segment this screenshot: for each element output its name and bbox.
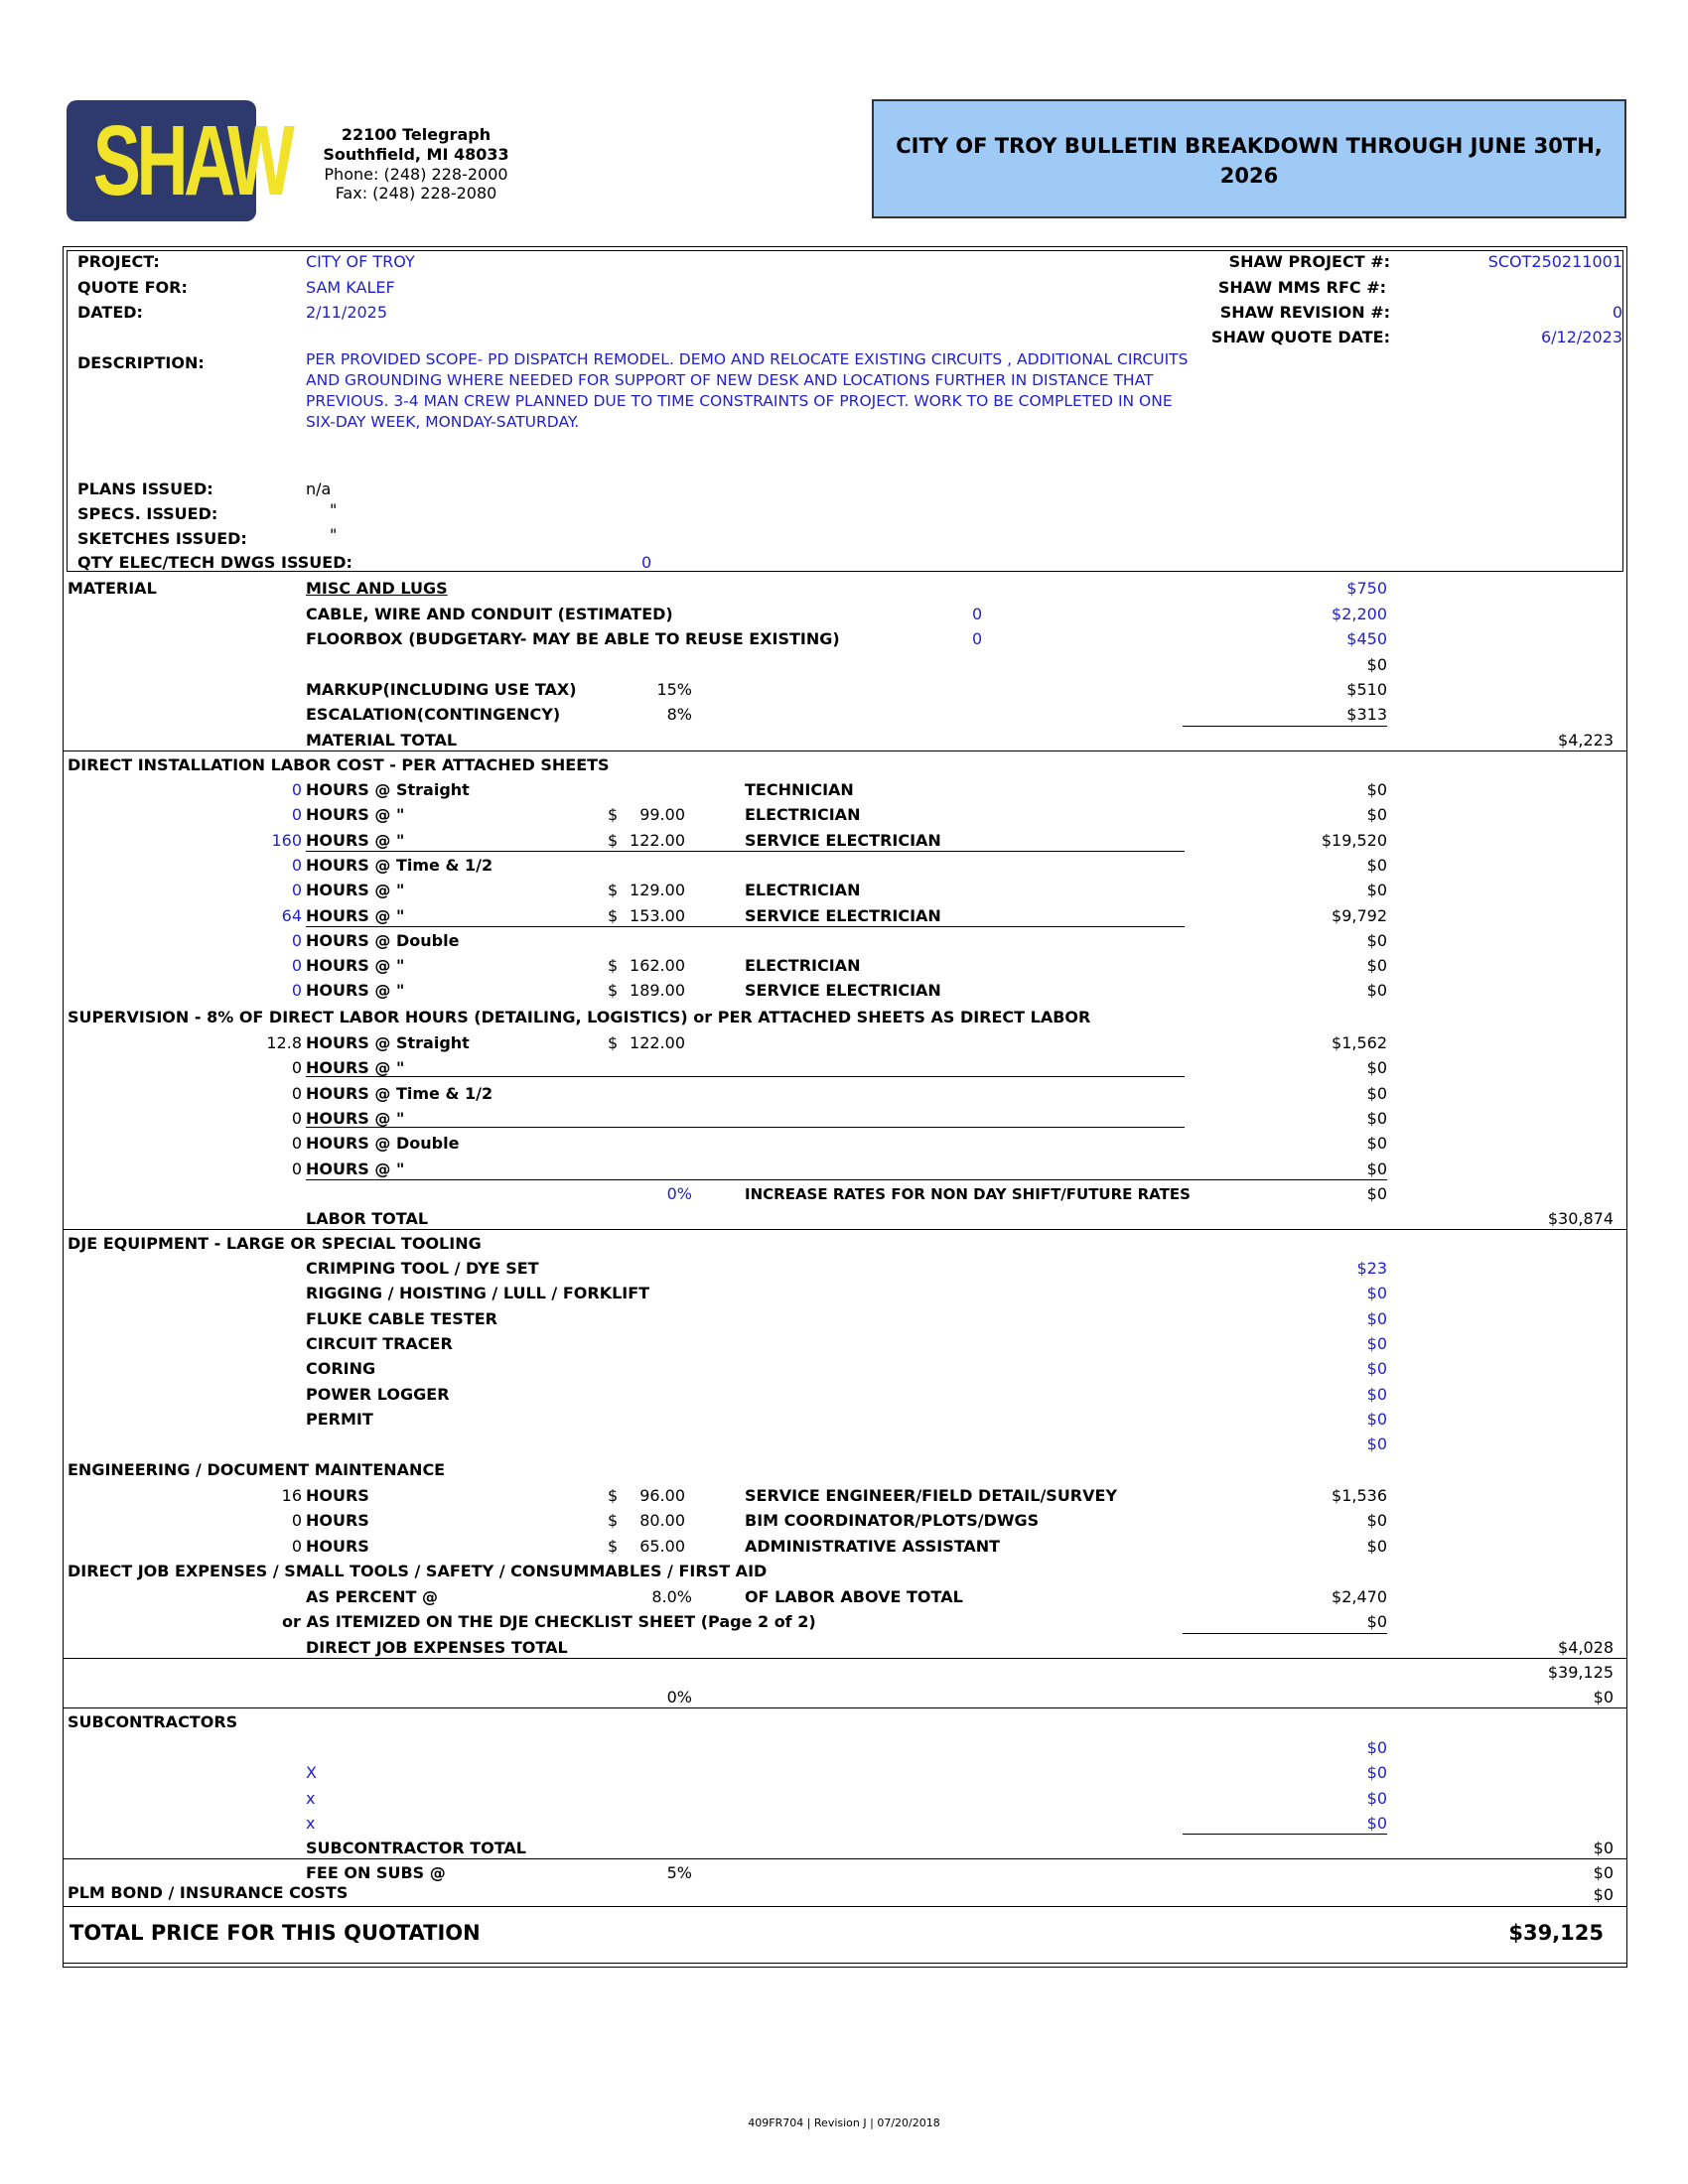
labor-hours: 0 <box>291 805 302 825</box>
labor-role: ELECTRICIAN <box>745 956 861 976</box>
plans-value: n/a <box>306 479 332 498</box>
labor-hours: 0 <box>291 855 302 875</box>
dje-item-value: $0 <box>1366 1359 1387 1379</box>
rfc-label: SHAW MMS RFC #: <box>1217 278 1386 297</box>
percent-value: 8.0% <box>651 1587 692 1606</box>
subtotal-pct: 0% <box>666 1688 692 1706</box>
dje-item-label: FLUKE CABLE TESTER <box>306 1308 497 1328</box>
cable-value: $2,200 <box>1332 605 1387 623</box>
dje-item-value: $0 <box>1366 1333 1387 1353</box>
subcontractor-total-label: SUBCONTRACTOR TOTAL <box>306 1839 526 1857</box>
divider <box>306 851 1185 852</box>
divider <box>64 1658 1626 1659</box>
plans-label: PLANS ISSUED: <box>77 479 213 498</box>
markup-value: $510 <box>1346 680 1387 699</box>
supervision-hours: 0 <box>291 1058 302 1078</box>
itemized-value: $0 <box>1366 1612 1387 1631</box>
subcontractor-value: $0 <box>1366 1788 1387 1808</box>
labor-rate: 99.00 <box>639 805 685 825</box>
markup-label: MARKUP(INCLUDING USE TAX) <box>306 680 577 699</box>
engineering-rate: 96.00 <box>639 1486 685 1505</box>
engineering-hours: 0 <box>291 1536 302 1556</box>
labor-value: $0 <box>1366 805 1387 825</box>
floorbox-label: FLOORBOX (BUDGETARY- MAY BE ABLE TO REUSE EXISTING) <box>306 629 840 648</box>
supervision-heading: SUPERVISION - 8% OF DIRECT LABOR HOURS (DETAILING, LOGISTICS) or PER ATTACHED SHEETS AS DIRECT LABOR <box>68 1008 1091 1026</box>
increase-pct: 0% <box>666 1184 692 1203</box>
dje-item-label: POWER LOGGER <box>306 1384 450 1404</box>
description-text: PER PROVIDED SCOPE- PD DISPATCH REMODEL. DEMO AND RELOCATE EXISTING CIRCUITS , ADDITIONAL CIRCUITS AND GROUNDING WHERE NEEDED FOR SUPPORT OF NEW DESK AND LOCATIONS FURTHER IN DISTANCE THAT PREVIOUS. 3-4 MAN CREW PLANNED DUE TO TIME CONSTRAINTS OF PROJECT. WORK TO BE COMPLETED IN ONE SIX-DAY WEEK, MONDAY-SATURDAY. <box>306 350 1189 431</box>
quote-date-label: SHAW QUOTE DATE: <box>1210 328 1390 346</box>
material-total-value: $4,223 <box>1558 731 1614 750</box>
total-label: TOTAL PRICE FOR THIS QUOTATION <box>70 1921 481 1945</box>
dollar-sign: $ <box>608 830 619 850</box>
supervision-hours-label: HOURS @ Time & 1/2 <box>306 1083 493 1103</box>
labor-role: TECHNICIAN <box>745 780 854 799</box>
labor-role: SERVICE ELECTRICIAN <box>745 905 941 925</box>
supervision-value: $0 <box>1366 1058 1387 1078</box>
subcontractors-heading: SUBCONTRACTORS <box>68 1712 238 1731</box>
supervision-hours-label: HOURS @ " <box>306 1159 405 1178</box>
engineering-role: BIM COORDINATOR/PLOTS/DWGS <box>745 1511 1040 1531</box>
subtotal-value: $39,125 <box>1547 1663 1614 1682</box>
engineering-role: ADMINISTRATIVE ASSISTANT <box>745 1536 1001 1556</box>
address-line-1: 22100 Telegraph <box>341 125 492 144</box>
fee-pct: 5% <box>666 1863 692 1882</box>
increase-label: INCREASE RATES FOR NON DAY SHIFT/FUTURE RATES <box>745 1185 1191 1203</box>
bond-value: $0 <box>1593 1885 1614 1904</box>
engineering-hours-label: HOURS <box>306 1511 369 1531</box>
quote-for-label: QUOTE FOR: <box>77 278 188 297</box>
dje-item-value: $0 <box>1366 1409 1387 1429</box>
labor-hours: 64 <box>281 905 302 925</box>
project-label: PROJECT: <box>77 252 160 271</box>
supervision-value: $0 <box>1366 1159 1387 1178</box>
divider <box>64 1229 1626 1230</box>
escalation-pct: 8% <box>666 705 692 724</box>
divider <box>1183 726 1387 727</box>
labor-value: $0 <box>1366 930 1387 950</box>
labor-rate: 122.00 <box>630 830 685 850</box>
total-value: $39,125 <box>1508 1921 1604 1945</box>
divider <box>306 1127 1185 1128</box>
material-blank-value: $0 <box>1366 655 1387 674</box>
divider <box>1183 1834 1387 1835</box>
engineering-rate: 65.00 <box>639 1536 685 1556</box>
quote-for-value: SAM KALEF <box>306 278 395 297</box>
divider <box>64 1858 1626 1859</box>
dollar-sign: $ <box>608 1511 619 1531</box>
supervision-hours: 0 <box>291 1159 302 1178</box>
dje-item-label: CORING <box>306 1359 376 1379</box>
revision-value: 0 <box>1612 303 1622 322</box>
supervision-hours-label: HOURS @ Double <box>306 1134 460 1154</box>
supervision-hours-label: HOURS @ Straight <box>306 1033 470 1052</box>
labor-rate: 162.00 <box>630 956 685 976</box>
sketches-value: " <box>330 525 338 544</box>
labor-hours-label: HOURS @ " <box>306 805 405 825</box>
shaw-logo <box>67 100 291 221</box>
labor-hours-label: HOURS @ " <box>306 905 405 925</box>
labor-hours-label: HOURS @ " <box>306 830 405 850</box>
labor-hours-label: HOURS @ Double <box>306 930 460 950</box>
engineering-heading: ENGINEERING / DOCUMENT MAINTENANCE <box>68 1460 446 1479</box>
dje-item-label: PERMIT <box>306 1409 373 1429</box>
dwgs-value: 0 <box>641 553 652 572</box>
markup-pct: 15% <box>656 680 692 699</box>
dje-item-value: $0 <box>1366 1384 1387 1404</box>
labor-hours: 0 <box>291 780 302 799</box>
labor-hours: 0 <box>291 981 302 1001</box>
labor-heading: DIRECT INSTALLATION LABOR COST - PER ATTACHED SHEETS <box>68 755 610 774</box>
supervision-hours-label: HOURS @ " <box>306 1108 405 1128</box>
labor-total-label: LABOR TOTAL <box>306 1209 429 1228</box>
labor-value: $19,520 <box>1321 830 1387 850</box>
address-line-2: Southfield, MI 48033 <box>323 145 509 164</box>
subcontractor-name: x <box>306 1788 316 1808</box>
engineering-value: $0 <box>1366 1536 1387 1556</box>
labor-role: ELECTRICIAN <box>745 805 861 825</box>
project-value: CITY OF TROY <box>306 252 415 271</box>
subtotal-pct-value: $0 <box>1593 1688 1614 1706</box>
supervision-value: $0 <box>1366 1083 1387 1103</box>
sketches-label: SKETCHES ISSUED: <box>77 529 247 548</box>
specs-label: SPECS. ISSUED: <box>77 504 218 523</box>
labor-role: SERVICE ELECTRICIAN <box>745 830 941 850</box>
divider <box>306 926 1185 927</box>
labor-rate: 189.00 <box>630 981 685 1001</box>
labor-hours: 160 <box>271 830 302 850</box>
labor-hours-label: HOURS @ " <box>306 956 405 976</box>
labor-hours-label: HOURS @ " <box>306 981 405 1001</box>
subcontractor-name: X <box>306 1763 317 1783</box>
supervision-rate: 122.00 <box>630 1033 685 1052</box>
page-title: CITY OF TROY BULLETIN BREAKDOWN THROUGH JUNE 30TH, 2026 <box>896 134 1603 188</box>
title-box <box>872 99 1626 218</box>
cable-label: CABLE, WIRE AND CONDUIT (ESTIMATED) <box>306 605 673 623</box>
subcontractor-value: $0 <box>1366 1763 1387 1783</box>
dated-label: DATED: <box>77 303 143 322</box>
escalation-label: ESCALATION(CONTINGENCY) <box>306 705 561 724</box>
dollar-sign: $ <box>608 881 619 900</box>
misc-label: MISC AND LUGS <box>306 579 448 598</box>
supervision-hours: 0 <box>291 1134 302 1154</box>
divider <box>1183 1633 1387 1634</box>
labor-hours-label: HOURS @ Straight <box>306 780 470 799</box>
itemized-label: or AS ITEMIZED ON THE DJE CHECKLIST SHEET (Page 2 of 2) <box>282 1612 816 1631</box>
dje-item-value: $23 <box>1356 1259 1387 1278</box>
revision-label: SHAW REVISION #: <box>1219 303 1390 322</box>
dated-value: 2/11/2025 <box>306 303 388 322</box>
fax: Fax: (248) 228-2080 <box>335 184 497 203</box>
labor-value: $0 <box>1366 956 1387 976</box>
escalation-value: $313 <box>1346 705 1387 724</box>
supervision-hours-label: HOURS @ " <box>306 1058 405 1078</box>
divider <box>306 1179 1387 1180</box>
subcontractor-total-value: $0 <box>1593 1839 1614 1857</box>
divider <box>64 1707 1626 1708</box>
supervision-hours: 0 <box>291 1108 302 1128</box>
subcontractor-value: $0 <box>1366 1813 1387 1833</box>
engineering-value: $0 <box>1366 1511 1387 1531</box>
dje-item-label: CIRCUIT TRACER <box>306 1333 453 1353</box>
bond-label: PLM BOND / INSURANCE COSTS <box>68 1883 349 1902</box>
labor-rate: 129.00 <box>630 881 685 900</box>
dje-heading: DJE EQUIPMENT - LARGE OR SPECIAL TOOLING <box>68 1234 482 1253</box>
dwgs-label: QTY ELEC/TECH DWGS ISSUED: <box>77 553 352 572</box>
floorbox-qty: 0 <box>972 629 983 648</box>
dollar-sign: $ <box>608 905 619 925</box>
engineering-value: $1,536 <box>1332 1486 1387 1505</box>
shaw-project-label: SHAW PROJECT #: <box>1228 252 1390 271</box>
labor-value: $0 <box>1366 881 1387 900</box>
supervision-hours: 12.8 <box>266 1033 302 1052</box>
dje-item-label: CRIMPING TOOL / DYE SET <box>306 1259 539 1278</box>
dollar-sign: $ <box>608 956 619 976</box>
fee-label: FEE ON SUBS @ <box>306 1863 446 1882</box>
expenses-heading: DIRECT JOB EXPENSES / SMALL TOOLS / SAFETY / CONSUMMABLES / FIRST AID <box>68 1562 768 1580</box>
specs-value: " <box>330 500 338 519</box>
dollar-sign: $ <box>608 805 619 825</box>
dje-item-value: $0 <box>1366 1284 1387 1303</box>
floorbox-value: $450 <box>1346 629 1387 648</box>
engineering-hours-label: HOURS <box>306 1486 369 1505</box>
labor-hours: 0 <box>291 930 302 950</box>
dollar-sign: $ <box>608 1033 619 1052</box>
supervision-value: $0 <box>1366 1134 1387 1154</box>
material-total-label: MATERIAL TOTAL <box>306 731 458 750</box>
fee-value: $0 <box>1593 1863 1614 1882</box>
labor-rate: 153.00 <box>630 905 685 925</box>
dje-item-value: $0 <box>1366 1308 1387 1328</box>
engineering-hours: 0 <box>291 1511 302 1531</box>
supervision-value: $1,562 <box>1332 1033 1387 1052</box>
labor-hours-label: HOURS @ " <box>306 881 405 900</box>
labor-hours-label: HOURS @ Time & 1/2 <box>306 855 493 875</box>
material-heading: MATERIAL <box>68 579 157 598</box>
shaw-project-value: SCOT250211001 <box>1487 252 1622 271</box>
dollar-sign: $ <box>608 1536 619 1556</box>
labor-hours: 0 <box>291 881 302 900</box>
dje-item-label: RIGGING / HOISTING / LULL / FORKLIFT <box>306 1284 650 1303</box>
phone: Phone: (248) 228-2000 <box>324 165 508 184</box>
engineering-role: SERVICE ENGINEER/FIELD DETAIL/SURVEY <box>745 1486 1118 1505</box>
percent-label: AS PERCENT @ <box>306 1587 438 1606</box>
labor-value: $0 <box>1366 855 1387 875</box>
expenses-total-value: $4,028 <box>1558 1638 1614 1657</box>
misc-value: $750 <box>1346 579 1387 598</box>
increase-value: $0 <box>1366 1184 1387 1203</box>
labor-total-value: $30,874 <box>1547 1209 1614 1228</box>
subcontractor-name: x <box>306 1813 316 1833</box>
engineering-hours-label: HOURS <box>306 1536 369 1556</box>
labor-role: ELECTRICIAN <box>745 881 861 900</box>
engineering-rate: 80.00 <box>639 1511 685 1531</box>
engineering-hours: 16 <box>281 1486 302 1505</box>
labor-value: $0 <box>1366 780 1387 799</box>
supervision-value: $0 <box>1366 1108 1387 1128</box>
dollar-sign: $ <box>608 1486 619 1505</box>
subcontractor-value: $0 <box>1366 1738 1387 1757</box>
dollar-sign: $ <box>608 981 619 1001</box>
labor-value: $9,792 <box>1332 905 1387 925</box>
divider <box>306 1076 1185 1077</box>
cable-qty: 0 <box>972 605 983 623</box>
quote-date-value: 6/12/2023 <box>1540 328 1622 346</box>
labor-role: SERVICE ELECTRICIAN <box>745 981 941 1001</box>
description-label: DESCRIPTION: <box>77 353 205 372</box>
footer-text: 409FR704 | Revision J | 07/20/2018 <box>748 2116 940 2129</box>
supervision-hours: 0 <box>291 1083 302 1103</box>
logo-text: SHAW <box>92 105 291 216</box>
dje-item-value: $0 <box>1366 1434 1387 1454</box>
labor-value: $0 <box>1366 981 1387 1001</box>
labor-hours: 0 <box>291 956 302 976</box>
expenses-total-label: DIRECT JOB EXPENSES TOTAL <box>306 1638 568 1657</box>
percent-role: OF LABOR ABOVE TOTAL <box>745 1587 963 1606</box>
percent-amount: $2,470 <box>1332 1587 1387 1606</box>
